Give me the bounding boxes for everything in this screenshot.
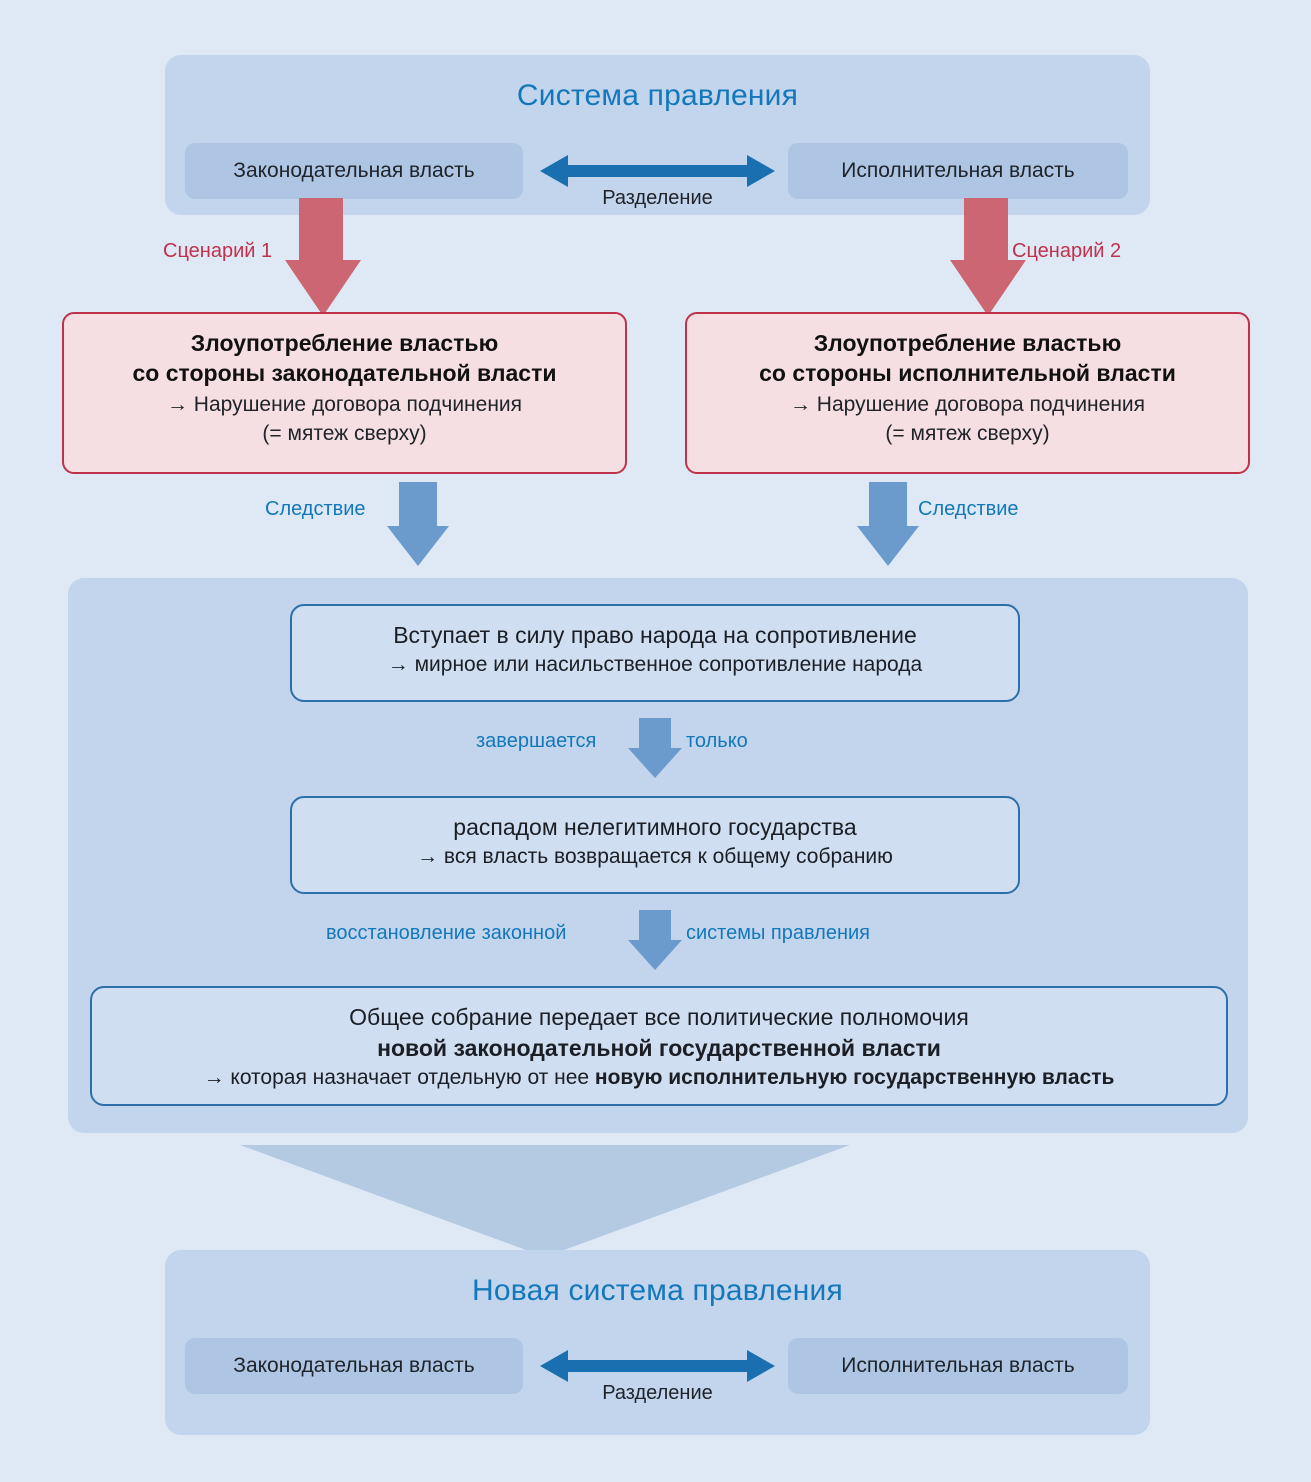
bottom-executive-power: Исполнительная власть [788, 1338, 1128, 1394]
top-system-panel [165, 55, 1150, 215]
abuse-legislative-sub-2: (= мятеж сверху) [262, 422, 427, 446]
connector-2-left-label: восстановление законной [326, 922, 567, 944]
assembly-line-2 [106, 1033, 1212, 1064]
connector-2-arrow [626, 910, 684, 972]
assembly-line-2-bold: новой законодательной государственной власти [377, 1035, 941, 1062]
bottom-system-title: Новая система правления [472, 1274, 843, 1307]
abuse-executive-sub-1: → Нарушение договора подчинения [789, 392, 1146, 416]
consequence-right-arrow [855, 482, 921, 568]
resistance-line-1: Вступает в силу право народа на сопротивление [393, 622, 917, 648]
scenario-1-arrow [283, 198, 363, 318]
separation-double-arrow-bottom [540, 1346, 775, 1386]
bottom-legislative-power: Законодательная власть [185, 1338, 523, 1394]
assembly-line-3-pre: → которая назначает отдельную от нее [203, 1066, 595, 1090]
bottom-system-panel [165, 1250, 1150, 1435]
top-system-title: Система правления [516, 79, 799, 112]
abuse-legislative-box [62, 312, 627, 474]
assembly-box [90, 986, 1228, 1106]
consequence-right-label: Следствие [918, 498, 1019, 520]
assembly-line-3 [106, 1064, 1212, 1092]
consequence-left-arrow [385, 482, 451, 568]
consequence-left-label: Следствие [265, 498, 366, 520]
assembly-line-1: Общее собрание передает все политические полномочия [349, 1004, 969, 1030]
separation-label-top: Разделение [602, 187, 713, 209]
abuse-executive-title-2: со стороны исполнительной власти [759, 360, 1176, 387]
assembly-line-3-bold: новую исполнительную государственную власть [594, 1066, 1115, 1090]
abuse-executive-title-1: Злоупотребление властью [813, 330, 1122, 356]
connector-2-right-label: системы правления [686, 922, 870, 944]
resistance-box [290, 604, 1020, 702]
abuse-executive-sub-2: (= мятеж сверху) [885, 422, 1050, 446]
collapse-line-1: распадом нелегитимного государства [453, 814, 857, 840]
resistance-process-panel [68, 578, 1248, 1133]
transition-funnel-arrow [240, 1145, 850, 1257]
resistance-line-2: → мирное или насильственное сопротивление народа [387, 653, 923, 677]
abuse-executive-box [685, 312, 1250, 474]
top-executive-power: Исполнительная власть [788, 143, 1128, 199]
abuse-legislative-title-1: Злоупотребление властью [190, 330, 499, 356]
connector-1-arrow [626, 718, 684, 780]
scenario-2-label: Сценарий 2 [1012, 240, 1122, 262]
abuse-legislative-title-2: со стороны законодательной власти [132, 360, 557, 387]
top-legislative-power: Законодательная власть [185, 143, 523, 199]
abuse-legislative-sub-1: → Нарушение договора подчинения [166, 392, 523, 416]
connector-1-left-label: завершается [476, 730, 597, 752]
collapse-box [290, 796, 1020, 894]
separation-label-bottom: Разделение [602, 1382, 713, 1404]
separation-double-arrow-top [540, 151, 775, 191]
collapse-line-2: → вся власть возвращается к общему собранию [417, 845, 893, 869]
connector-1-right-label: только [686, 730, 748, 752]
scenario-1-label: Сценарий 1 [163, 240, 273, 262]
